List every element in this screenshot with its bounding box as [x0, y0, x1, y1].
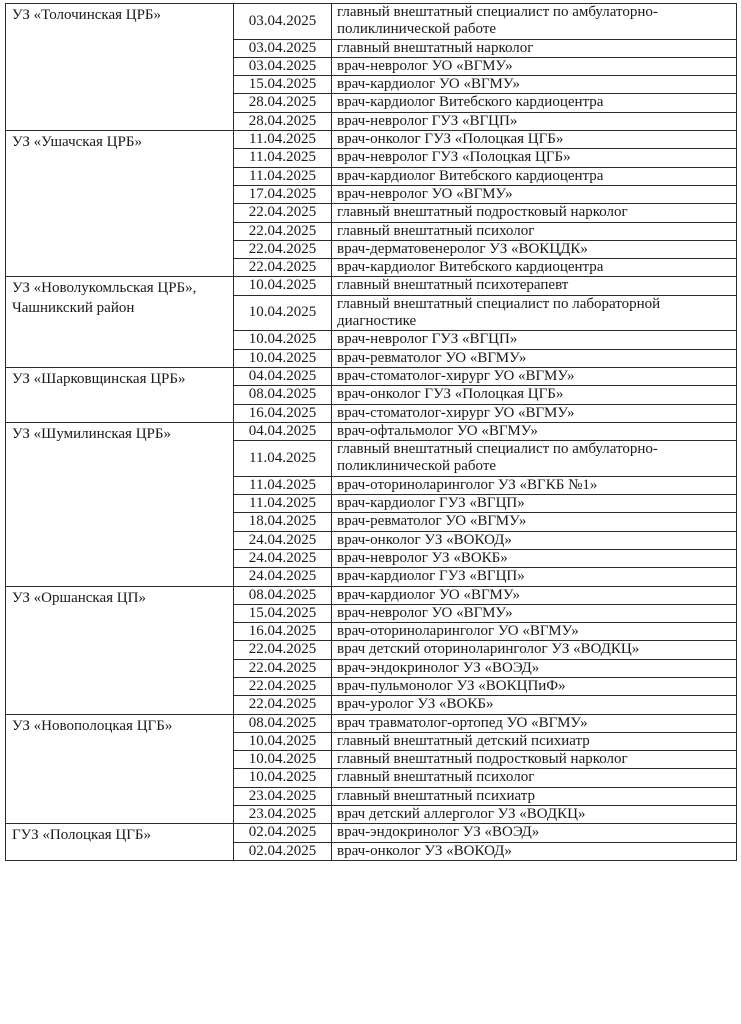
schedule-table — [5, 3, 737, 861]
visit-date-cell: 11.04.2025 — [234, 476, 332, 494]
specialist-cell: врач-кардиолог Витебского кардиоцентра — [332, 167, 737, 185]
organization-cell: УЗ «Толочинская ЦРБ» — [6, 4, 234, 131]
visit-date-cell: 15.04.2025 — [234, 604, 332, 622]
specialist-cell: врач детский оториноларинголог УЗ «ВОДКЦ» — [332, 641, 737, 659]
visit-date-cell: 08.04.2025 — [234, 714, 332, 732]
specialist-cell: главный внештатный специалист по амбулаторно-поликлинической работе — [332, 441, 737, 477]
specialist-cell: врач-стоматолог-хирург УО «ВГМУ» — [332, 404, 737, 422]
table-row — [6, 422, 737, 440]
visit-date-cell: 11.04.2025 — [234, 167, 332, 185]
visit-date-cell: 11.04.2025 — [234, 495, 332, 513]
visit-date-cell: 22.04.2025 — [234, 659, 332, 677]
visit-date-cell: 24.04.2025 — [234, 568, 332, 586]
visit-date-cell: 03.04.2025 — [234, 4, 332, 40]
visit-date-cell: 03.04.2025 — [234, 39, 332, 57]
specialist-cell: главный внештатный подростковый нарколог — [332, 204, 737, 222]
visit-date-cell: 22.04.2025 — [234, 677, 332, 695]
specialist-cell: врач-невролог ГУЗ «ВГЦП» — [332, 112, 737, 130]
specialist-cell: главный внештатный подростковый нарколог — [332, 751, 737, 769]
visit-date-cell: 28.04.2025 — [234, 112, 332, 130]
visit-date-cell: 02.04.2025 — [234, 824, 332, 842]
specialist-cell: врач-невролог УО «ВГМУ» — [332, 604, 737, 622]
visit-date-cell: 22.04.2025 — [234, 641, 332, 659]
visit-date-cell: 04.04.2025 — [234, 422, 332, 440]
visit-date-cell: 17.04.2025 — [234, 185, 332, 203]
specialist-cell: врач-ревматолог УО «ВГМУ» — [332, 349, 737, 367]
specialist-cell: главный внештатный нарколог — [332, 39, 737, 57]
specialist-cell: врач-онколог ГУЗ «Полоцкая ЦГБ» — [332, 386, 737, 404]
visit-date-cell: 02.04.2025 — [234, 842, 332, 860]
specialist-cell: врач-эндокринолог УЗ «ВОЭД» — [332, 824, 737, 842]
specialist-cell: врач-эндокринолог УЗ «ВОЭД» — [332, 659, 737, 677]
visit-date-cell: 22.04.2025 — [234, 222, 332, 240]
specialist-cell: главный внештатный специалист по лабораторной диагностике — [332, 295, 737, 331]
specialist-cell: врач-стоматолог-хирург УО «ВГМУ» — [332, 367, 737, 385]
visit-date-cell: 22.04.2025 — [234, 259, 332, 277]
specialist-cell: врач-кардиолог ГУЗ «ВГЦП» — [332, 568, 737, 586]
specialist-cell: врач-оториноларинголог УЗ «ВГКБ №1» — [332, 476, 737, 494]
visit-date-cell: 10.04.2025 — [234, 732, 332, 750]
specialist-cell: главный внештатный психотерапевт — [332, 277, 737, 295]
table-row — [6, 367, 737, 385]
organization-cell: УЗ «Оршанская ЦП» — [6, 586, 234, 714]
visit-date-cell: 16.04.2025 — [234, 404, 332, 422]
visit-date-cell: 11.04.2025 — [234, 149, 332, 167]
specialist-cell: врач-невролог УЗ «ВОКБ» — [332, 549, 737, 567]
visit-date-cell: 08.04.2025 — [234, 386, 332, 404]
organization-cell: УЗ «Ушачская ЦРБ» — [6, 131, 234, 277]
organization-cell: ГУЗ «Полоцкая ЦГБ» — [6, 824, 234, 861]
specialist-cell: врач-ревматолог УО «ВГМУ» — [332, 513, 737, 531]
specialist-cell: врач-оториноларинголог УО «ВГМУ» — [332, 623, 737, 641]
table-row — [6, 4, 737, 40]
visit-date-cell: 04.04.2025 — [234, 367, 332, 385]
specialist-cell: врач-кардиолог ГУЗ «ВГЦП» — [332, 495, 737, 513]
visit-date-cell: 24.04.2025 — [234, 549, 332, 567]
visit-date-cell: 03.04.2025 — [234, 57, 332, 75]
specialist-cell: главный внештатный специалист по амбулаторно-поликлинической работе — [332, 4, 737, 40]
table-row — [6, 586, 737, 604]
visit-date-cell: 08.04.2025 — [234, 586, 332, 604]
visit-date-cell: 24.04.2025 — [234, 531, 332, 549]
visit-date-cell: 11.04.2025 — [234, 441, 332, 477]
visit-date-cell: 11.04.2025 — [234, 131, 332, 149]
visit-date-cell: 10.04.2025 — [234, 751, 332, 769]
organization-cell: УЗ «Шумилинская ЦРБ» — [6, 422, 234, 586]
visit-date-cell: 22.04.2025 — [234, 204, 332, 222]
specialist-cell: врач-кардиолог Витебского кардиоцентра — [332, 259, 737, 277]
visit-date-cell: 22.04.2025 — [234, 240, 332, 258]
specialist-cell: врач-кардиолог УО «ВГМУ» — [332, 586, 737, 604]
specialist-cell: врач-невролог УО «ВГМУ» — [332, 185, 737, 203]
visit-date-cell: 15.04.2025 — [234, 76, 332, 94]
specialist-cell: врач-невролог УО «ВГМУ» — [332, 57, 737, 75]
specialist-cell: врач-дерматовенеролог УЗ «ВОКЦДК» — [332, 240, 737, 258]
visit-date-cell: 22.04.2025 — [234, 696, 332, 714]
visit-date-cell: 28.04.2025 — [234, 94, 332, 112]
document-page — [5, 3, 736, 861]
table-row — [6, 824, 737, 842]
organization-cell: УЗ «Новополоцкая ЦГБ» — [6, 714, 234, 824]
specialist-cell: врач-невролог ГУЗ «Полоцкая ЦГБ» — [332, 149, 737, 167]
specialist-cell: врач-кардиолог Витебского кардиоцентра — [332, 94, 737, 112]
organization-cell: УЗ «Новолукомльская ЦРБ», Чашникский район — [6, 277, 234, 367]
visit-date-cell: 16.04.2025 — [234, 623, 332, 641]
specialist-cell: врач-онколог УЗ «ВОКОД» — [332, 842, 737, 860]
organization-cell: УЗ «Шарковщинская ЦРБ» — [6, 367, 234, 422]
visit-date-cell: 10.04.2025 — [234, 295, 332, 331]
visit-date-cell: 10.04.2025 — [234, 331, 332, 349]
table-row — [6, 131, 737, 149]
schedule-table-body — [6, 4, 737, 861]
specialist-cell: главный внештатный детский психиатр — [332, 732, 737, 750]
visit-date-cell: 23.04.2025 — [234, 806, 332, 824]
specialist-cell: врач-невролог ГУЗ «ВГЦП» — [332, 331, 737, 349]
table-row — [6, 277, 737, 295]
specialist-cell: врач-онколог ГУЗ «Полоцкая ЦГБ» — [332, 131, 737, 149]
visit-date-cell: 18.04.2025 — [234, 513, 332, 531]
visit-date-cell: 10.04.2025 — [234, 277, 332, 295]
specialist-cell: врач-офтальмолог УО «ВГМУ» — [332, 422, 737, 440]
specialist-cell: врач-пульмонолог УЗ «ВОКЦПиФ» — [332, 677, 737, 695]
visit-date-cell: 23.04.2025 — [234, 787, 332, 805]
specialist-cell: врач детский аллерголог УЗ «ВОДКЦ» — [332, 806, 737, 824]
visit-date-cell: 10.04.2025 — [234, 769, 332, 787]
specialist-cell: главный внештатный психолог — [332, 222, 737, 240]
specialist-cell: главный внештатный психиатр — [332, 787, 737, 805]
visit-date-cell: 10.04.2025 — [234, 349, 332, 367]
specialist-cell: врач-онколог УЗ «ВОКОД» — [332, 531, 737, 549]
specialist-cell: врач-уролог УЗ «ВОКБ» — [332, 696, 737, 714]
specialist-cell: главный внештатный психолог — [332, 769, 737, 787]
table-row — [6, 714, 737, 732]
specialist-cell: врач-кардиолог УО «ВГМУ» — [332, 76, 737, 94]
specialist-cell: врач травматолог-ортопед УО «ВГМУ» — [332, 714, 737, 732]
